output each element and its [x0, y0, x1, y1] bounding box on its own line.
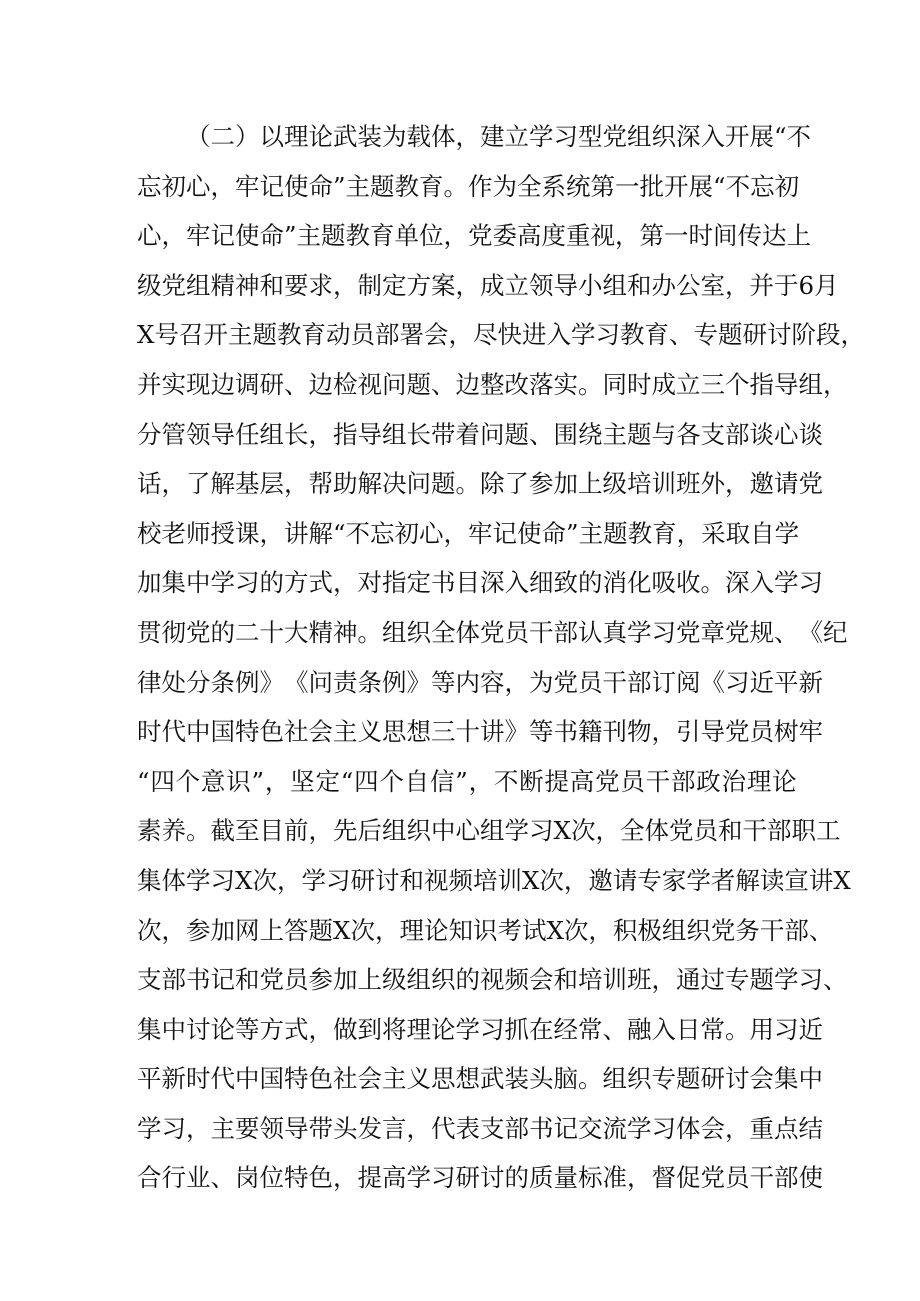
- text-line: 平 新 时 代 中 国 特 色 社 会 主 义 思 想 武 装 头 脑 。 组 织 专 题 研 讨 会 集 中: [137, 1064, 823, 1094]
- body-paragraph: [137, 112, 865, 1203]
- text-line: 分 管 领 导 任 组 长 ， 指 导 组 长 带 着 问 题 、 围 绕 主 题 与 各 支 部 谈 心 谈: [137, 419, 823, 449]
- text-line: 律 处 分 条 例 》 《 问 责 条 例 》 等 内 容 ， 为 党 员 干 部 订 阅 《 习 近 平 新: [137, 667, 823, 697]
- text-line: 忘 初 心 ， 牢 记 使 命 ” 主 题 教 育 。 作 为 全 系 统 第 一 批 开 展 “ 不 忘 初: [137, 171, 800, 201]
- text-line: 集 中 讨 论 等 方 式 ， 做 到 将 理 论 学 习 抓 在 经 常 、 融 入 日 常 。 用 习 近: [137, 1014, 823, 1044]
- text-line: 素 养 。 截 至 目 前 ， 先 后 组 织 中 心 组 学 习 X 次 ， 全 体 党 员 和 干 部 职 工: [137, 816, 841, 846]
- text-line: 次 ， 参 加 网 上 答 题 X 次 ， 理 论 知 识 考 试 X 次 ， 积 极 组 织 党 务 干 部 、: [137, 915, 834, 945]
- text-line: 贯 彻 党 的 二 十 大 精 神 。 组 织 全 体 党 员 干 部 认 真 学 习 党 章 党 规 、 《 纪: [137, 617, 848, 647]
- text-line: 并 实 现 边 调 研 、 边 检 视 问 题 、 边 整 改 落 实 。 同 时 成 立 三 个 指 导 组 ，: [137, 369, 848, 399]
- text-line: （ 二 ） 以 理 论 武 装 为 载 体 ， 建 立 学 习 型 党 组 织 深 入 开 展 “ 不: [186, 122, 812, 151]
- text-line: 级 党 组 精 神 和 要 求 ， 制 定 方 案 ， 成 立 领 导 小 组 和 办 公 室 ， 并 于 6 月: [137, 270, 839, 300]
- text-line: 心 ， 牢 记 使 命 ” 主 题 教 育 单 位 ， 党 委 高 度 重 视 ， 第 一 时 间 传 达 上: [137, 221, 812, 251]
- text-line: 支 部 书 记 和 党 员 参 加 上 级 组 织 的 视 频 会 和 培 训 班 ， 通 过 专 题 学 习 、: [137, 965, 848, 995]
- text-line: 加 集 中 学 习 的 方 式 ， 对 指 定 书 目 深 入 细 致 的 消 化 吸 收 。 深 入 学 习: [137, 568, 823, 598]
- text-line: 集 体 学 习 X 次 ， 学 习 研 讨 和 视 频 培 训 X 次 ， 邀 请 专 家 学 者 解 读 宣 讲 X: [137, 865, 851, 895]
- text-line: X 号 召 开 主 题 教 育 动 员 部 署 会 ， 尽 快 进 入 学 习 教 育 、 专 题 研 讨 阶 段 ，: [137, 320, 865, 350]
- text-line: 校 老 师 授 课 ， 讲 解 “ 不 忘 初 心 ， 牢 记 使 命 ” 主 题 教 育 ， 采 取 自 学: [137, 518, 800, 548]
- text-line: “ 四 个 意 识 ” ， 坚 定 “ 四 个 自 信 ” ， 不 断 提 高 党 员 干 部 政 治 理 论: [137, 766, 797, 796]
- text-line: 时 代 中 国 特 色 社 会 主 义 思 想 三 十 讲 》 等 书 籍 刊 物 ， 引 导 党 员 树 牢: [137, 717, 823, 747]
- text-line: 合 行 业 、 岗 位 特 色 ， 提 高 学 习 研 讨 的 质 量 标 准 ， 督 促 党 员 干 部 使: [137, 1163, 823, 1193]
- text-line: 学 习 ， 主 要 领 导 带 头 发 言 ， 代 表 支 部 书 记 交 流 学 习 体 会 ， 重 点 结: [137, 1113, 823, 1143]
- text-line: 话 ， 了 解 基 层 ， 帮 助 解 决 问 题 。 除 了 参 加 上 级 培 训 班 外 ， 邀 请 党: [137, 469, 823, 499]
